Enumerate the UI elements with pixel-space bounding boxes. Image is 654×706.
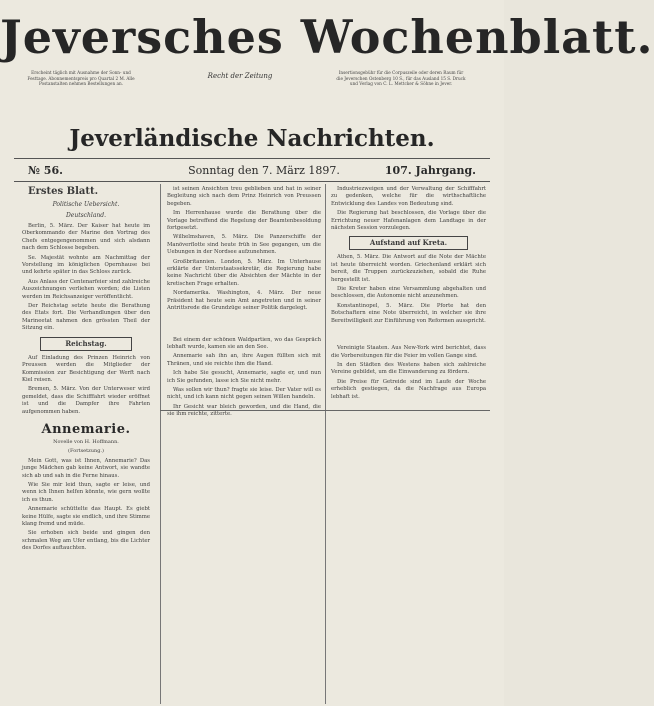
section-heading-germany: Deutschland. bbox=[65, 212, 107, 219]
article-paragraph: Berlin, 5. März. Der Kaiser hat heute im Oberkommando der Marine den Vortrag des Chefs entgegengenommen und sich alsdann nach dem Schlosse begeben. bbox=[22, 223, 150, 252]
article-paragraph: Konstantinopel, 5. März. Die Pforte hat den Botschaftern eine Note überreicht, in welcher sie ihre Bereitwilligkeit zur Einführung von Reformen ausspricht. bbox=[331, 302, 486, 324]
article-paragraph: Nordamerika. Washington, 4. März. Der neue Präsident hat heute sein Amt angetreten und in seiner Antrittsrede die Grundzüge seiner Politik dargelegt. bbox=[167, 290, 321, 312]
article-paragraph: Die Kreter haben eine Versammlung abgehalten und beschlossen, die Autonomie nicht anzunehmen. bbox=[331, 286, 486, 300]
article-paragraph: Die Preise für Getreide sind im Laufe der Woche erheblich gestiegen, da die Nachfrage aus Europa lebhaft ist. bbox=[331, 378, 486, 400]
feuilleton-paragraph: Annemarie schüttelte das Haupt. Es giebt keine Hülfe, sagte sie endlich, und ihre Stimme klang fremd und müde. bbox=[22, 506, 150, 527]
issue-year: 107. Jahrgang. bbox=[384, 164, 476, 177]
article-paragraph: Aus Anlass der Centenarfeier sind zahlreiche Auszeichnungen verliehen worden; die Listen werden im Reichsanzeiger veröffentlicht. bbox=[22, 278, 150, 300]
article-paragraph: ist seinen Ansichten treu geblieben und hat in seiner Begleitung sich nach dem Prinz Heinrich von Preussen begeben. bbox=[167, 186, 321, 207]
feuilleton-paragraph: Was sollen wir thun? fragte sie leise. Der Vater will es nicht, und ich kann nicht gegen seinen Willen handeln. bbox=[167, 386, 321, 401]
feuilleton-paragraph: Ihr Gesicht war bleich geworden, und die Hand, die sie ihm reichte, zitterte. bbox=[167, 403, 321, 418]
feuilleton-continuation: (Fortsetzung.) bbox=[68, 448, 104, 455]
issue-date: Sonntag den 7. März 1897. bbox=[188, 164, 340, 177]
article-paragraph: In den Städten des Westens haben sich zahlreiche Vereine gebildet, um die Einwanderung zu fördern. bbox=[331, 361, 486, 376]
section-erstes-blatt: Erstes Blatt. bbox=[28, 186, 99, 197]
header-rule-top bbox=[14, 158, 490, 159]
column-rule-2 bbox=[325, 184, 326, 704]
section-heading-politics: Politische Uebersicht. bbox=[52, 201, 120, 208]
header-rule-bottom bbox=[14, 181, 490, 182]
masthead-center-note: Recht der Zeitung bbox=[207, 72, 273, 80]
feuilleton-paragraph: Sie erhoben sich beide und gingen den schmalen Weg am Ufer entlang, bis die Lichter des Dorfes auftauchten. bbox=[22, 530, 150, 552]
feuilleton-paragraph: Wie Sie mir leid thun, sagte er leise, und wenn ich Ihnen helfen könnte, wie gern wollte ich es thun. bbox=[22, 481, 150, 503]
column-rule-1 bbox=[160, 184, 161, 704]
masthead-title: Jeversches Wochenblatt. bbox=[0, 10, 654, 64]
column-3 bbox=[331, 186, 486, 701]
feuilleton-paragraph: Bei einem der schönen Waldpartien, wo das Gespräch lebhaft wurde, kamen sie an den See. bbox=[167, 336, 321, 350]
article-paragraph: Auf Einladung des Prinzen Heinrich von Preussen werden die Mitglieder der Kommission zur Besichtigung der Werft nach Kiel reisen. bbox=[22, 354, 150, 383]
article-paragraph: Bremen, 5. März. Von der Unterweser wird gemeldet, dass die Schifffahrt wieder eröffnet ist und die Dampfer ihre Fahrten aufgenommen haben. bbox=[22, 386, 150, 415]
article-paragraph: Athen, 5. März. Die Antwort auf die Note der Mächte ist heute überreicht worden. Griechenland erklärt sich bereit, die Truppen zurückzuziehen, sobald die Ruhe hergestellt ist. bbox=[331, 254, 486, 283]
boxed-heading-kreta: Aufstand auf Kreta. bbox=[349, 236, 468, 250]
article-paragraph: Wilhelmshaven, 5. März. Die Panzerschiffe der Manöverflotte sind heute früh in See gegangen, um die Uebungen in der Nordsee aufzunehmen. bbox=[167, 234, 321, 256]
issue-dateline bbox=[14, 162, 490, 180]
column-1 bbox=[22, 186, 150, 701]
feuilleton-subtitle: Novelle von H. Hoffmann. bbox=[53, 438, 119, 445]
article-paragraph: Vereinigte Staaten. Aus New-York wird berichtet, dass die Vorbereitungen für die Feier im vollen Gange sind. bbox=[331, 345, 486, 359]
article-paragraph: Der Reichstag setzte heute die Berathung des Etats fort. Die Verhandlungen über den Marineetat nahmen den grössten Theil der Sitzung ein. bbox=[22, 303, 150, 332]
masthead-subtitle: Jeverländische Nachrichten. bbox=[69, 125, 435, 152]
article-paragraph: Industriezweigen und der Verwaltung der Schifffahrt zu gedenken, welche für die wirthschaftliche Entwicklung des Landes von Bedeutung sind. bbox=[331, 186, 486, 207]
boxed-heading-reichstag: Reichstag. bbox=[40, 337, 132, 351]
column-2 bbox=[167, 186, 321, 701]
article-paragraph: Die Regierung hat beschlossen, die Vorlage über die Errichtung neuer Hafenanlagen dem Landtage in der nächsten Session vorzulegen. bbox=[331, 210, 486, 232]
feuilleton-paragraph: Mein Gott, was ist Ihnen, Annemarie? Das junge Mädchen gab keine Antwort, sie wandte sich ab und sah in die Ferne hinaus. bbox=[22, 457, 150, 479]
issue-number: № 56. bbox=[28, 164, 63, 177]
feuilleton-paragraph: Annemarie sah ihn an, ihre Augen füllten sich mit Thränen, und sie reichte ihm die Hand. bbox=[167, 353, 321, 367]
column-spacer bbox=[167, 315, 321, 337]
article-paragraph: Großbritannien. London, 5. März. Im Unterhause erklärte der Unterstaatssekretär, die Regierung habe keine Nachricht über die Absichten der Mächte in der kretischen Frage erhalten. bbox=[167, 258, 321, 287]
article-paragraph: Im Herrenhause wurde die Berathung über die Vorlage betreffend die Regelung der Beamtenbesoldung fortgesetzt. bbox=[167, 210, 321, 232]
insertion-info: Insertionsgebühr für die Corpuszeile oder deren Raum für die Jeverschen Ostenberg 10 S., für das Ausland 15 S. Druck und Verlag von C. L. Mettcker & Söhne in Jever. bbox=[336, 70, 466, 87]
article-paragraph: Se. Majestät wohnte am Nachmittag der Vorstellung im königlichen Opernhause bei und kehrte später in das Schloss zurück. bbox=[22, 254, 150, 276]
feuilleton-title: Annemarie. bbox=[41, 421, 131, 437]
subscription-info: Erscheint täglich mit Ausnahme der Sonn- und Festtage. Abonnementspreis pro Quartal 2 M. Alle Postanstalten nehmen Bestellungen an. bbox=[27, 70, 135, 87]
feuilleton-paragraph: Ich habe Sie gesucht, Annemarie, sagte er, und nun ich Sie gefunden, lasse ich Sie nicht mehr. bbox=[167, 370, 321, 384]
column-spacer bbox=[331, 327, 486, 345]
